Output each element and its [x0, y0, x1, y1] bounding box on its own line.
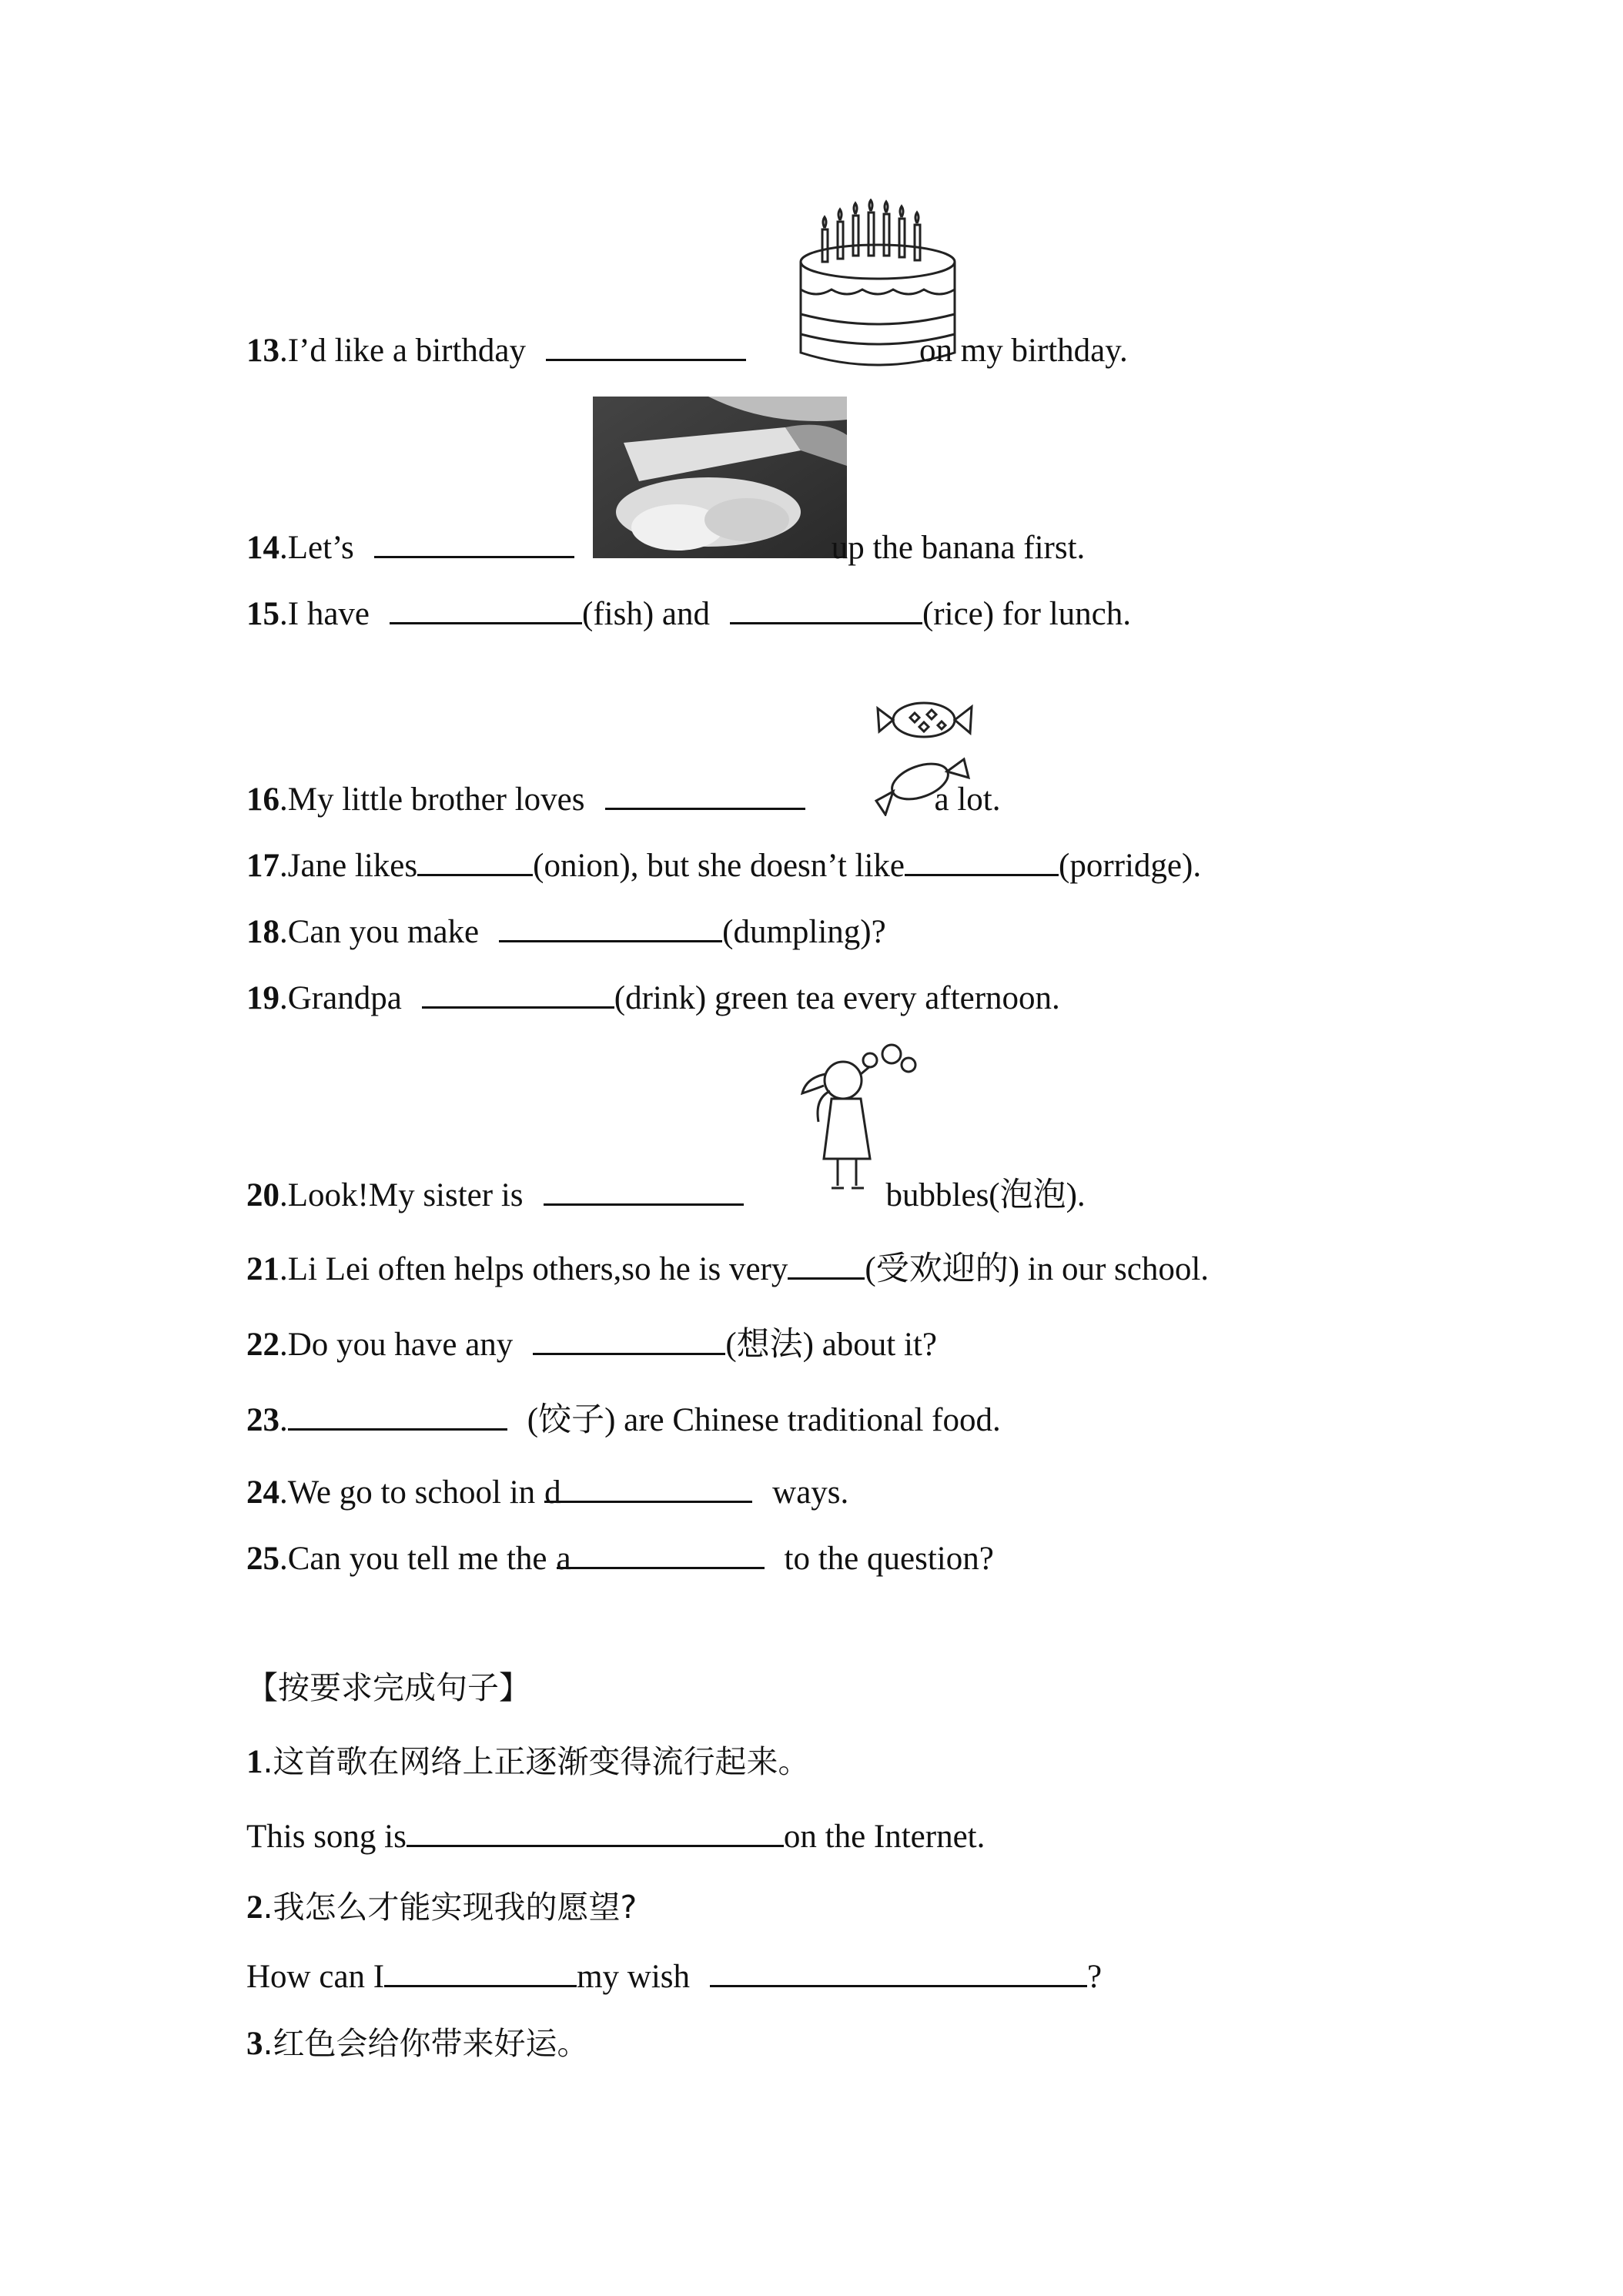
- question-text: ways.: [772, 1474, 849, 1511]
- question-number: 2: [246, 1889, 263, 1926]
- answer-blank[interactable]: [710, 1957, 1087, 1987]
- answer-blank[interactable]: [499, 912, 722, 942]
- sentence-1-prompt: [246, 1742, 810, 1782]
- question-20: [246, 1176, 1086, 1216]
- answer-blank[interactable]: [546, 331, 746, 361]
- sentence-2-answer: [246, 1957, 1102, 1997]
- first-letter-hint: d: [544, 1474, 561, 1511]
- question-17: [246, 846, 1201, 886]
- question-number: 21: [246, 1251, 279, 1287]
- question-text: .My little brother loves: [279, 782, 585, 818]
- question-number: 13: [246, 333, 279, 369]
- question-21: [246, 1250, 1209, 1290]
- sentence-3-prompt: [246, 2023, 589, 2064]
- question-text: .I’d like a birthday: [279, 333, 527, 369]
- answer-blank[interactable]: [384, 1957, 577, 1987]
- question-text: This song is: [246, 1819, 407, 1855]
- question-text: .: [279, 1402, 288, 1438]
- answer-blank[interactable]: [374, 528, 574, 558]
- question-19: [246, 979, 1060, 1019]
- answer-blank[interactable]: [544, 1176, 744, 1206]
- question-number: 1: [246, 1744, 263, 1780]
- answer-blank[interactable]: [730, 594, 922, 624]
- question-13: [246, 331, 1128, 371]
- question-number: 24: [246, 1474, 279, 1511]
- question-number: 18: [246, 914, 279, 950]
- question-hint: (fish) and: [582, 596, 710, 632]
- question-number: 25: [246, 1541, 279, 1577]
- question-14: [246, 528, 1085, 568]
- question-25: [246, 1539, 994, 1579]
- answer-blank-with-first-letter[interactable]: [544, 1473, 752, 1511]
- answer-blank[interactable]: [422, 979, 614, 1009]
- question-text: to the question?: [784, 1541, 994, 1577]
- question-hint: (想法) about it?: [725, 1327, 937, 1363]
- question-hint: (porridge).: [1059, 848, 1202, 884]
- question-number: 15: [246, 596, 279, 632]
- question-text: .Look!My sister is: [279, 1177, 524, 1213]
- section-title: 【按要求完成句子】: [246, 1669, 530, 1706]
- question-hint: (dumpling)?: [722, 914, 886, 950]
- question-number: 22: [246, 1327, 279, 1363]
- answer-blank[interactable]: [533, 1325, 725, 1355]
- question-number: 20: [246, 1177, 279, 1213]
- chinese-prompt: .我怎么才能实现我的愿望?: [263, 1889, 637, 1926]
- sentence-1-answer: [246, 1817, 985, 1857]
- question-text: How can I: [246, 1959, 385, 1995]
- question-16: [246, 780, 1000, 820]
- question-hint: (onion), but she doesn’t like: [533, 848, 905, 884]
- sentence-2-prompt: [246, 1887, 637, 1928]
- question-hint: (饺子) are Chinese traditional food.: [527, 1402, 1001, 1438]
- question-text: bubbles(泡泡).: [885, 1177, 1086, 1213]
- question-number: 23: [246, 1402, 279, 1438]
- question-text: on my birthday.: [919, 333, 1128, 369]
- question-text: my wish: [577, 1959, 691, 1995]
- answer-blank[interactable]: [417, 846, 533, 876]
- question-text: .Let’s: [279, 530, 354, 566]
- question-number: 16: [246, 782, 279, 818]
- question-text: .Li Lei often helps others,so he is very: [279, 1251, 788, 1287]
- question-text: .Jane likes: [279, 848, 418, 884]
- question-text: on the Internet.: [783, 1819, 986, 1855]
- chinese-prompt: .红色会给你带来好运。: [263, 2025, 589, 2062]
- question-text: up the banana first.: [831, 530, 1086, 566]
- question-text: .Can you make: [279, 914, 480, 950]
- answer-blank[interactable]: [288, 1401, 507, 1431]
- answer-blank[interactable]: [905, 846, 1059, 876]
- question-number: 19: [246, 980, 279, 1016]
- question-text: a lot.: [934, 782, 1001, 818]
- question-text: .I have: [279, 596, 370, 632]
- question-hint: (受欢迎的) in our school.: [865, 1251, 1210, 1287]
- question-24: [246, 1473, 848, 1513]
- question-number: 14: [246, 530, 279, 566]
- question-text: .We go to school in: [279, 1474, 536, 1511]
- question-number: 3: [246, 2026, 263, 2062]
- question-text: .Do you have any: [279, 1327, 514, 1363]
- question-text: .Can you tell me the: [279, 1541, 547, 1577]
- answer-blank-with-first-letter[interactable]: [556, 1539, 765, 1577]
- answer-blank[interactable]: [788, 1250, 865, 1280]
- question-hint: (rice) for lunch.: [922, 596, 1131, 632]
- chinese-prompt: .这首歌在网络上正逐渐变得流行起来。: [263, 1743, 810, 1780]
- question-text: .Grandpa: [279, 980, 402, 1016]
- first-letter-hint: a: [556, 1541, 571, 1577]
- question-18: [246, 912, 886, 952]
- answer-blank[interactable]: [407, 1817, 784, 1847]
- answer-blank[interactable]: [390, 594, 582, 624]
- question-hint: (drink) green tea every afternoon.: [614, 980, 1060, 1016]
- question-23: [246, 1401, 1001, 1441]
- question-22: [246, 1325, 937, 1365]
- answer-blank[interactable]: [605, 780, 805, 810]
- question-number: 17: [246, 848, 279, 884]
- question-15: [246, 594, 1131, 634]
- question-text: ?: [1087, 1959, 1103, 1995]
